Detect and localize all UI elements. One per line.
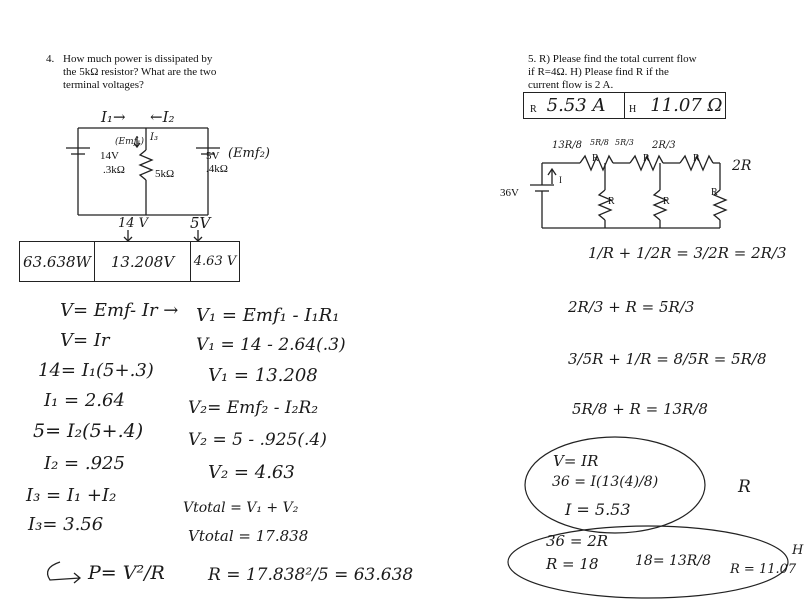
q5-work-e5: V= IR bbox=[553, 452, 599, 470]
q4-work-l8: I₃= 3.56 bbox=[28, 514, 104, 535]
q5-work-e8: 36 = 2R bbox=[546, 532, 609, 550]
q5-work-e3: 3/5R + 1/R = 8/5R = 5R/8 bbox=[568, 350, 767, 368]
q5-t1: 13R/8 bbox=[552, 140, 582, 151]
q4-i3-label: I₃ bbox=[150, 132, 158, 143]
q4-power-value: 63.638W bbox=[23, 252, 91, 271]
q5-r2-label: 2R bbox=[732, 158, 752, 174]
q4-v-right-value: 4.63 V bbox=[193, 254, 237, 269]
q4-answer-power bbox=[20, 242, 95, 281]
q4-answer-v-left bbox=[95, 242, 191, 281]
q5-r-mid-2: R bbox=[663, 196, 670, 207]
q5-current-label: I bbox=[559, 175, 562, 185]
q4-power-calc: R = 17.838²/5 = 63.638 bbox=[208, 565, 414, 585]
q5-t3: 5R/3 bbox=[615, 138, 634, 147]
q5-work-e4: 5R/8 + R = 13R/8 bbox=[572, 400, 708, 418]
q5-t4: 2R/3 bbox=[652, 140, 676, 151]
q5-work-e2: 2R/3 + R = 5R/3 bbox=[568, 298, 695, 316]
q5-answer-h-cell bbox=[625, 93, 725, 118]
q5-work-e11: R = 11.07 bbox=[730, 562, 797, 577]
q4-r1: .3kΩ bbox=[103, 164, 125, 176]
q4-line3: terminal voltages? bbox=[63, 79, 144, 91]
q4-i1-label: I₁→ bbox=[101, 108, 126, 126]
q4-work-l1: V= Emf- Ir → bbox=[60, 300, 179, 321]
q4-work-l2: V= Ir bbox=[60, 330, 110, 351]
q5-work-e7: I = 5.53 bbox=[565, 500, 631, 519]
q4-work-r2: V₁ = 14 - 2.64(.3) bbox=[196, 335, 346, 355]
q4-work-r7: Vtotal = V₁ + V₂ bbox=[183, 500, 299, 516]
q5-line2: if R=4Ω. H) Please find R if the bbox=[528, 66, 669, 78]
q5-r-mid-1: R bbox=[608, 196, 615, 207]
q4-work-l7: I₃ = I₁ +I₂ bbox=[26, 485, 117, 506]
q4-work-r4: V₂= Emf₂ - I₂R₂ bbox=[188, 398, 319, 418]
q4-v2: 5V bbox=[206, 150, 220, 162]
q5-h-value: 11.07 Ω bbox=[650, 95, 723, 116]
q4-node-left: 14 V bbox=[118, 216, 149, 231]
q4-work-l5: 5= I₂(5+.4) bbox=[33, 420, 144, 442]
q5-r-top-2: R bbox=[643, 153, 650, 164]
q4-line1: How much power is dissipated by bbox=[63, 53, 213, 65]
q5-line3: current flow is 2 A. bbox=[528, 79, 614, 91]
q5-source: 36V bbox=[500, 187, 519, 199]
q4-r2: .4kΩ bbox=[206, 163, 228, 175]
q5-r-label: R bbox=[530, 103, 537, 115]
q4-emf2: (Emf₂) bbox=[228, 146, 270, 161]
q4-emf1: (Emf₁) bbox=[115, 137, 145, 147]
q4-work-r5: V₂ = 5 - .925(.4) bbox=[188, 430, 327, 450]
q5-h-label: H bbox=[629, 103, 637, 115]
q5-r-right: R bbox=[711, 187, 718, 198]
q5-work-e9: R = 18 bbox=[546, 555, 599, 573]
q5-answer-box bbox=[523, 92, 726, 119]
q5-r-value: 5.53 A bbox=[546, 95, 606, 116]
q4-work-r3: V₁ = 13.208 bbox=[208, 365, 318, 386]
q5-answer-r-cell bbox=[524, 93, 625, 118]
q4-work-l6: I₂ = .925 bbox=[44, 453, 125, 474]
q4-answer-v-right bbox=[191, 242, 239, 281]
q4-i2-label: ←I₂ bbox=[150, 108, 175, 126]
q5-t2: 5R/8 bbox=[590, 138, 609, 147]
q4-power-formula: P= V²/R bbox=[88, 562, 165, 584]
q5-side-r: R bbox=[738, 477, 751, 497]
q5-r-top-1: R bbox=[592, 153, 599, 164]
q5-side-h: H bbox=[792, 543, 804, 558]
q5-work-e10: 18= 13R/8 bbox=[635, 553, 711, 569]
q4-work-r6: V₂ = 4.63 bbox=[208, 462, 295, 483]
q4-work-l4: I₁ = 2.64 bbox=[44, 390, 125, 411]
q4-work-l3: 14= I₁(5+.3) bbox=[38, 360, 154, 381]
q4-v1: 14V bbox=[100, 150, 119, 162]
q5-line1: 5. R) Please find the total current flow bbox=[528, 53, 697, 65]
q5-work-e1: 1/R + 1/2R = 3/2R = 2R/3 bbox=[588, 244, 787, 262]
q4-node-right: 5V bbox=[190, 214, 211, 232]
q4-work-r8: Vtotal = 17.838 bbox=[188, 527, 309, 545]
q4-line2: the 5kΩ resistor? What are the two bbox=[63, 66, 217, 78]
q4-number: 4. bbox=[46, 53, 55, 65]
q4-work-r1: V₁ = Emf₁ - I₁R₁ bbox=[196, 305, 340, 326]
q5-work-e6: 36 = I(13(4)/8) bbox=[552, 474, 659, 490]
q4-v-left-value: 13.208V bbox=[110, 252, 175, 271]
q5-r-top-3: R bbox=[693, 153, 700, 164]
q4-answer-table bbox=[19, 241, 240, 282]
q4-r-mid: 5kΩ bbox=[155, 168, 175, 180]
